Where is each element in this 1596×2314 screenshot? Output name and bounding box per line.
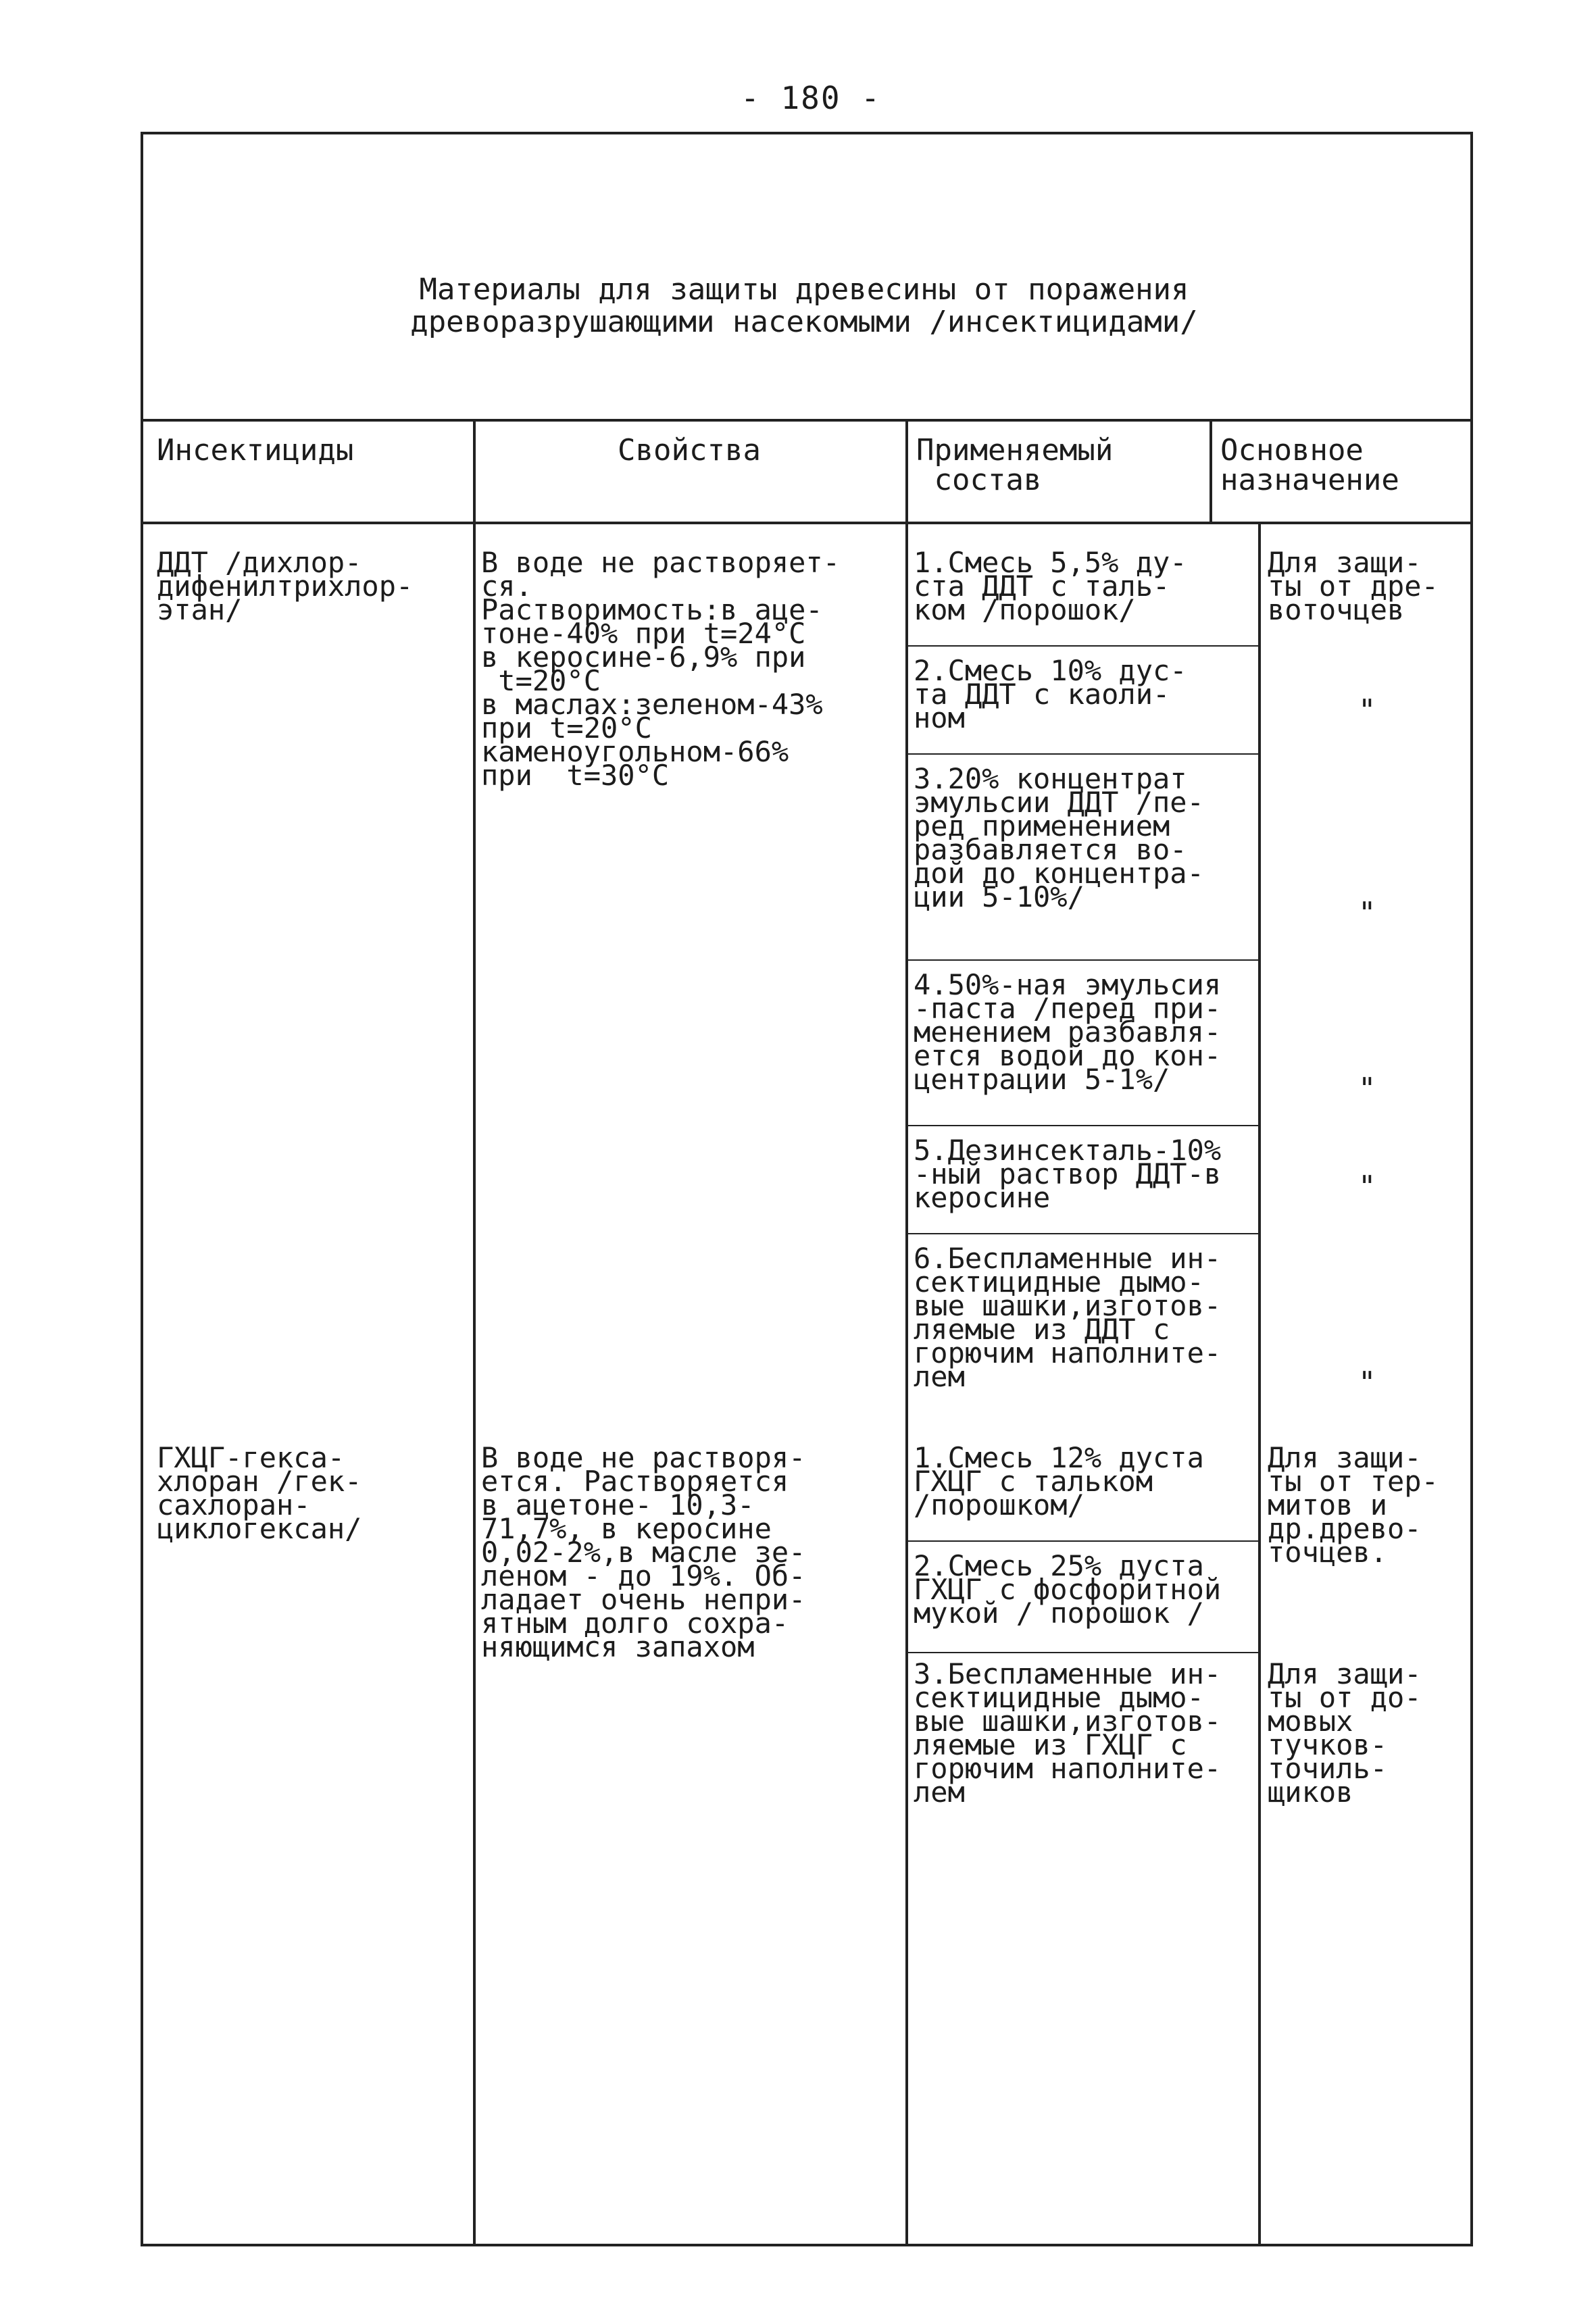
composition-separator — [905, 1125, 1258, 1126]
row-2-composition-1: 1.Смесь 12% дуста ГХЦГ с тальком /порошком/ — [914, 1441, 1204, 1521]
header-purpose: Основное назначение — [1220, 433, 1399, 497]
row-1-properties: В воде не растворяет- ся. Растворимость:в аце- тоне-40% при t=24°C в керосине-6,9% при t=20°C в маслах:зеленом-43% при t=20°C каменоугольном-66% при t=30°C — [481, 546, 841, 792]
table-title: Материалы для защиты древесины от поражения древоразрушающими насекомыми /инсектицидами/ — [410, 272, 1198, 339]
column-divider-2 — [905, 419, 908, 2246]
row-2-purpose-1: Для защи- ты от тер- митов и др.древо- точцев. — [1268, 1441, 1439, 1569]
row-1-composition-5: 5.Дезинсекталь-10% -ный раствор ДДТ-в керосине — [914, 1134, 1222, 1214]
row-2-composition-2: 2.Смесь 25% дуста ГХЦГ с фосфоритной мукой / порошок / — [914, 1549, 1222, 1630]
composition-separator — [905, 1233, 1258, 1234]
row-1-composition-4: 4.50%-ная эмульсия -паста /перед при- менением разбавля- ется водой до кон- центрации 5-1%/ — [914, 968, 1222, 1096]
composition-separator — [905, 1540, 1258, 1542]
header-divider — [141, 522, 1473, 524]
ditto-mark: " — [1358, 1072, 1376, 1106]
composition-separator — [905, 753, 1258, 755]
row-2-composition-3: 3.Беспламенные ин- сектицидные дымо- вые шашки,изготов- ляемые из ГХЦГ с горючим наполните- лем — [914, 1657, 1222, 1809]
row-1-purpose: Для защи- ты от дре- воточцев — [1268, 546, 1439, 626]
ditto-mark: " — [1358, 693, 1376, 728]
row-2-purpose-2: Для защи- ты от до- мовых тучков- точиль- щиков — [1268, 1657, 1422, 1809]
composition-separator — [905, 959, 1258, 961]
title-divider — [141, 419, 1473, 422]
column-divider-3 — [1258, 522, 1261, 2246]
row-1-composition-2: 2.Смесь 10% дус- та ДДТ с каоли- ном — [914, 654, 1187, 734]
ditto-mark: " — [1358, 1365, 1376, 1400]
row-1-composition-1: 1.Смесь 5,5% ду- ста ДДТ с таль- ком /порошок/ — [914, 546, 1187, 626]
header-properties: Свойства — [618, 433, 761, 468]
header-divider-composition-purpose — [1210, 419, 1212, 522]
page-number: - 180 - — [741, 80, 881, 116]
row-1-insecticide-name: ДДТ /дихлор- дифенилтрихлор- этан/ — [157, 546, 414, 626]
row-2-insecticide-name: ГХЦГ-гекса- хлоран /гек- сахлоран- циклогексан/ — [157, 1441, 362, 1545]
row-1-composition-6: 6.Беспламенные ин- сектицидные дымо- вые шашки,изготов- ляемые из ДДТ с горючим наполните- лем — [914, 1242, 1222, 1393]
header-composition: Применяемый состав — [916, 433, 1114, 497]
composition-separator — [905, 1652, 1258, 1653]
header-insecticides: Инсектициды — [157, 433, 354, 468]
row-2-properties: В воде не растворя- ется. Растворяется в ацетоне- 10,3- 71,7%, в керосине 0,02-2%,в масле зе- леном - до 19%. Об- ладает очень непри- ятным долго сохра- няющимся запахом — [481, 1441, 806, 1663]
composition-separator — [905, 645, 1258, 647]
row-1-composition-3: 3.20% концентрат эмульсии ДДТ /пе- ред применением разбавляется во- дой до концентра- ции 5-10%/ — [914, 762, 1204, 913]
ditto-mark: " — [1358, 1169, 1376, 1204]
ditto-mark: " — [1358, 896, 1376, 930]
column-divider-1 — [473, 419, 476, 2246]
